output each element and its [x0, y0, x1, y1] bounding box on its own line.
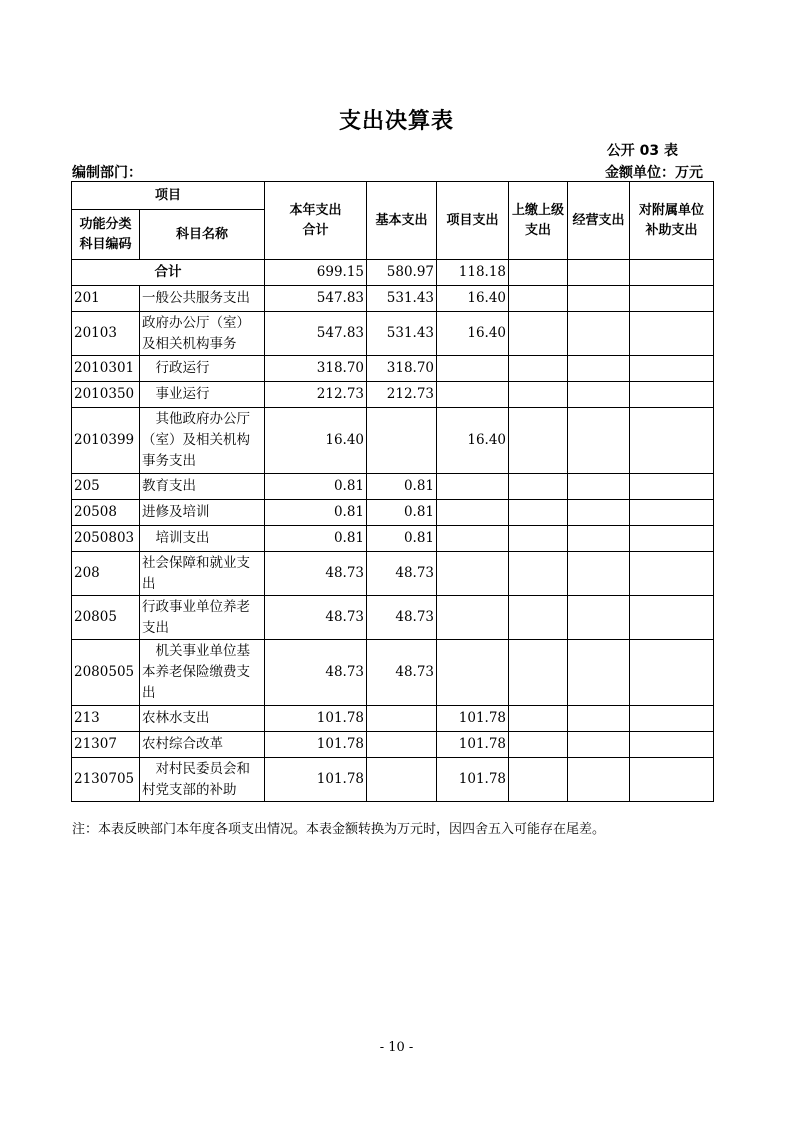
- row-total: 0.81: [265, 474, 367, 500]
- row-subsidiary: [630, 408, 714, 474]
- row-code: 21307: [72, 732, 140, 758]
- row-basic: 48.73: [367, 640, 437, 706]
- row-code: 20103: [72, 312, 140, 356]
- row-project: [437, 596, 509, 640]
- row-subsidiary: [630, 356, 714, 382]
- row-business: [568, 408, 630, 474]
- row-total: 318.70: [265, 356, 367, 382]
- unit-label: 金额单位：万元: [605, 165, 703, 181]
- row-business: [568, 474, 630, 500]
- row-upper: [509, 312, 568, 356]
- row-basic: 0.81: [367, 474, 437, 500]
- row-subsidiary: [630, 526, 714, 552]
- header-basic: 基本支出: [367, 182, 437, 260]
- row-subsidiary: [630, 382, 714, 408]
- row-upper: [509, 356, 568, 382]
- row-name: 农村综合改革: [140, 732, 265, 758]
- row-total: 0.81: [265, 500, 367, 526]
- row-upper: [509, 500, 568, 526]
- row-basic: 212.73: [367, 382, 437, 408]
- row-upper: [509, 640, 568, 706]
- row-basic: [367, 408, 437, 474]
- row-name: 对村民委员会和村党支部的补助: [140, 758, 265, 802]
- header-func-code: 功能分类科目编码: [72, 210, 140, 260]
- row-name: 教育支出: [140, 474, 265, 500]
- row-basic: [367, 758, 437, 802]
- header-item: 项目: [72, 182, 265, 210]
- row-code: 20805: [72, 596, 140, 640]
- row-project: [437, 356, 509, 382]
- header-project: 项目支出: [437, 182, 509, 260]
- dept-label: 编制部门：: [72, 165, 142, 181]
- row-name: 事业运行: [140, 382, 265, 408]
- row-business: [568, 732, 630, 758]
- row-name: 其他政府办公厅（室）及相关机构事务支出: [140, 408, 265, 474]
- table-row: [72, 758, 714, 802]
- row-code: 213: [72, 706, 140, 732]
- row-total: 101.78: [265, 758, 367, 802]
- table-row: [72, 312, 714, 356]
- row-business: [568, 356, 630, 382]
- row-project: [437, 526, 509, 552]
- row-total: 16.40: [265, 408, 367, 474]
- row-basic: [367, 706, 437, 732]
- row-project: [437, 640, 509, 706]
- row-business: [568, 286, 630, 312]
- row-total: 101.78: [265, 706, 367, 732]
- table-row: [72, 706, 714, 732]
- row-business: [568, 758, 630, 802]
- page-number: - 10 -: [379, 1040, 414, 1055]
- row-subsidiary: [630, 640, 714, 706]
- row-business: [568, 596, 630, 640]
- row-name: 行政运行: [140, 356, 265, 382]
- row-code: 205: [72, 474, 140, 500]
- table-row: [72, 408, 714, 474]
- row-subsidiary: [630, 596, 714, 640]
- row-business: [568, 312, 630, 356]
- header-subject-name: 科目名称: [140, 210, 265, 260]
- header-business: 经营支出: [568, 182, 630, 260]
- row-basic: 0.81: [367, 500, 437, 526]
- row-upper: [509, 758, 568, 802]
- row-total: 0.81: [265, 526, 367, 552]
- table-row: [72, 552, 714, 596]
- row-basic: 48.73: [367, 552, 437, 596]
- row-upper: [509, 526, 568, 552]
- row-project: 101.78: [437, 732, 509, 758]
- row-business: [568, 552, 630, 596]
- row-code: 2010350: [72, 382, 140, 408]
- row-name: 行政事业单位养老支出: [140, 596, 265, 640]
- total-amount: 699.15: [265, 260, 367, 286]
- row-basic: 531.43: [367, 312, 437, 356]
- row-total: 101.78: [265, 732, 367, 758]
- row-name: 机关事业单位基本养老保险缴费支出: [140, 640, 265, 706]
- row-code: 2130705: [72, 758, 140, 802]
- row-project: [437, 500, 509, 526]
- page-title: 支出决算表: [338, 109, 454, 134]
- row-name: 培训支出: [140, 526, 265, 552]
- row-project: 101.78: [437, 758, 509, 802]
- row-total: 547.83: [265, 286, 367, 312]
- row-upper: [509, 474, 568, 500]
- total-subsidiary: [630, 260, 714, 286]
- row-upper: [509, 596, 568, 640]
- row-upper: [509, 382, 568, 408]
- row-subsidiary: [630, 758, 714, 802]
- row-business: [568, 640, 630, 706]
- row-upper: [509, 732, 568, 758]
- row-business: [568, 382, 630, 408]
- table-row: [72, 732, 714, 758]
- row-business: [568, 500, 630, 526]
- row-name: 政府办公厅（室）及相关机构事务: [140, 312, 265, 356]
- row-business: [568, 706, 630, 732]
- table-row: [72, 474, 714, 500]
- table-row: [72, 500, 714, 526]
- table-row: [72, 382, 714, 408]
- total-basic: 580.97: [367, 260, 437, 286]
- table-row: [72, 640, 714, 706]
- row-subsidiary: [630, 706, 714, 732]
- row-project: [437, 382, 509, 408]
- row-code: 2010301: [72, 356, 140, 382]
- row-subsidiary: [630, 312, 714, 356]
- row-total: 547.83: [265, 312, 367, 356]
- row-total: 48.73: [265, 640, 367, 706]
- row-code: 208: [72, 552, 140, 596]
- form-number: 公开 03 表: [606, 143, 678, 159]
- footnote: 注：本表反映部门本年度各项支出情况。本表金额转换为万元时，因四舍五入可能存在尾差。: [72, 822, 606, 837]
- row-subsidiary: [630, 732, 714, 758]
- row-project: [437, 552, 509, 596]
- row-project: 16.40: [437, 408, 509, 474]
- row-project: 16.40: [437, 286, 509, 312]
- row-name: 社会保障和就业支出: [140, 552, 265, 596]
- row-basic: 48.73: [367, 596, 437, 640]
- table-row: [72, 596, 714, 640]
- row-code: 2010399: [72, 408, 140, 474]
- row-name: 进修及培训: [140, 500, 265, 526]
- header-subsidiary: 对附属单位补助支出: [630, 182, 714, 260]
- row-total: 48.73: [265, 552, 367, 596]
- row-business: [568, 526, 630, 552]
- row-total: 212.73: [265, 382, 367, 408]
- row-basic: 0.81: [367, 526, 437, 552]
- row-project: [437, 474, 509, 500]
- row-subsidiary: [630, 474, 714, 500]
- row-subsidiary: [630, 286, 714, 312]
- row-name: 一般公共服务支出: [140, 286, 265, 312]
- table-row: [72, 356, 714, 382]
- row-total: 48.73: [265, 596, 367, 640]
- total-row: [72, 260, 714, 286]
- row-code: 2080505: [72, 640, 140, 706]
- total-business: [568, 260, 630, 286]
- table-row: [72, 286, 714, 312]
- row-code: 2050803: [72, 526, 140, 552]
- row-subsidiary: [630, 552, 714, 596]
- row-code: 201: [72, 286, 140, 312]
- table-row: [72, 526, 714, 552]
- row-project: 16.40: [437, 312, 509, 356]
- row-upper: [509, 286, 568, 312]
- row-subsidiary: [630, 500, 714, 526]
- row-name: 农林水支出: [140, 706, 265, 732]
- total-project: 118.18: [437, 260, 509, 286]
- total-label: 合计: [72, 260, 265, 286]
- row-upper: [509, 408, 568, 474]
- row-basic: 531.43: [367, 286, 437, 312]
- header-upper: 上缴上级支出: [509, 182, 568, 260]
- row-code: 20508: [72, 500, 140, 526]
- row-upper: [509, 706, 568, 732]
- row-basic: [367, 732, 437, 758]
- row-upper: [509, 552, 568, 596]
- header-total: 本年支出合计: [265, 182, 367, 260]
- row-basic: 318.70: [367, 356, 437, 382]
- total-upper: [509, 260, 568, 286]
- expenditure-table: [71, 181, 714, 802]
- row-project: 101.78: [437, 706, 509, 732]
